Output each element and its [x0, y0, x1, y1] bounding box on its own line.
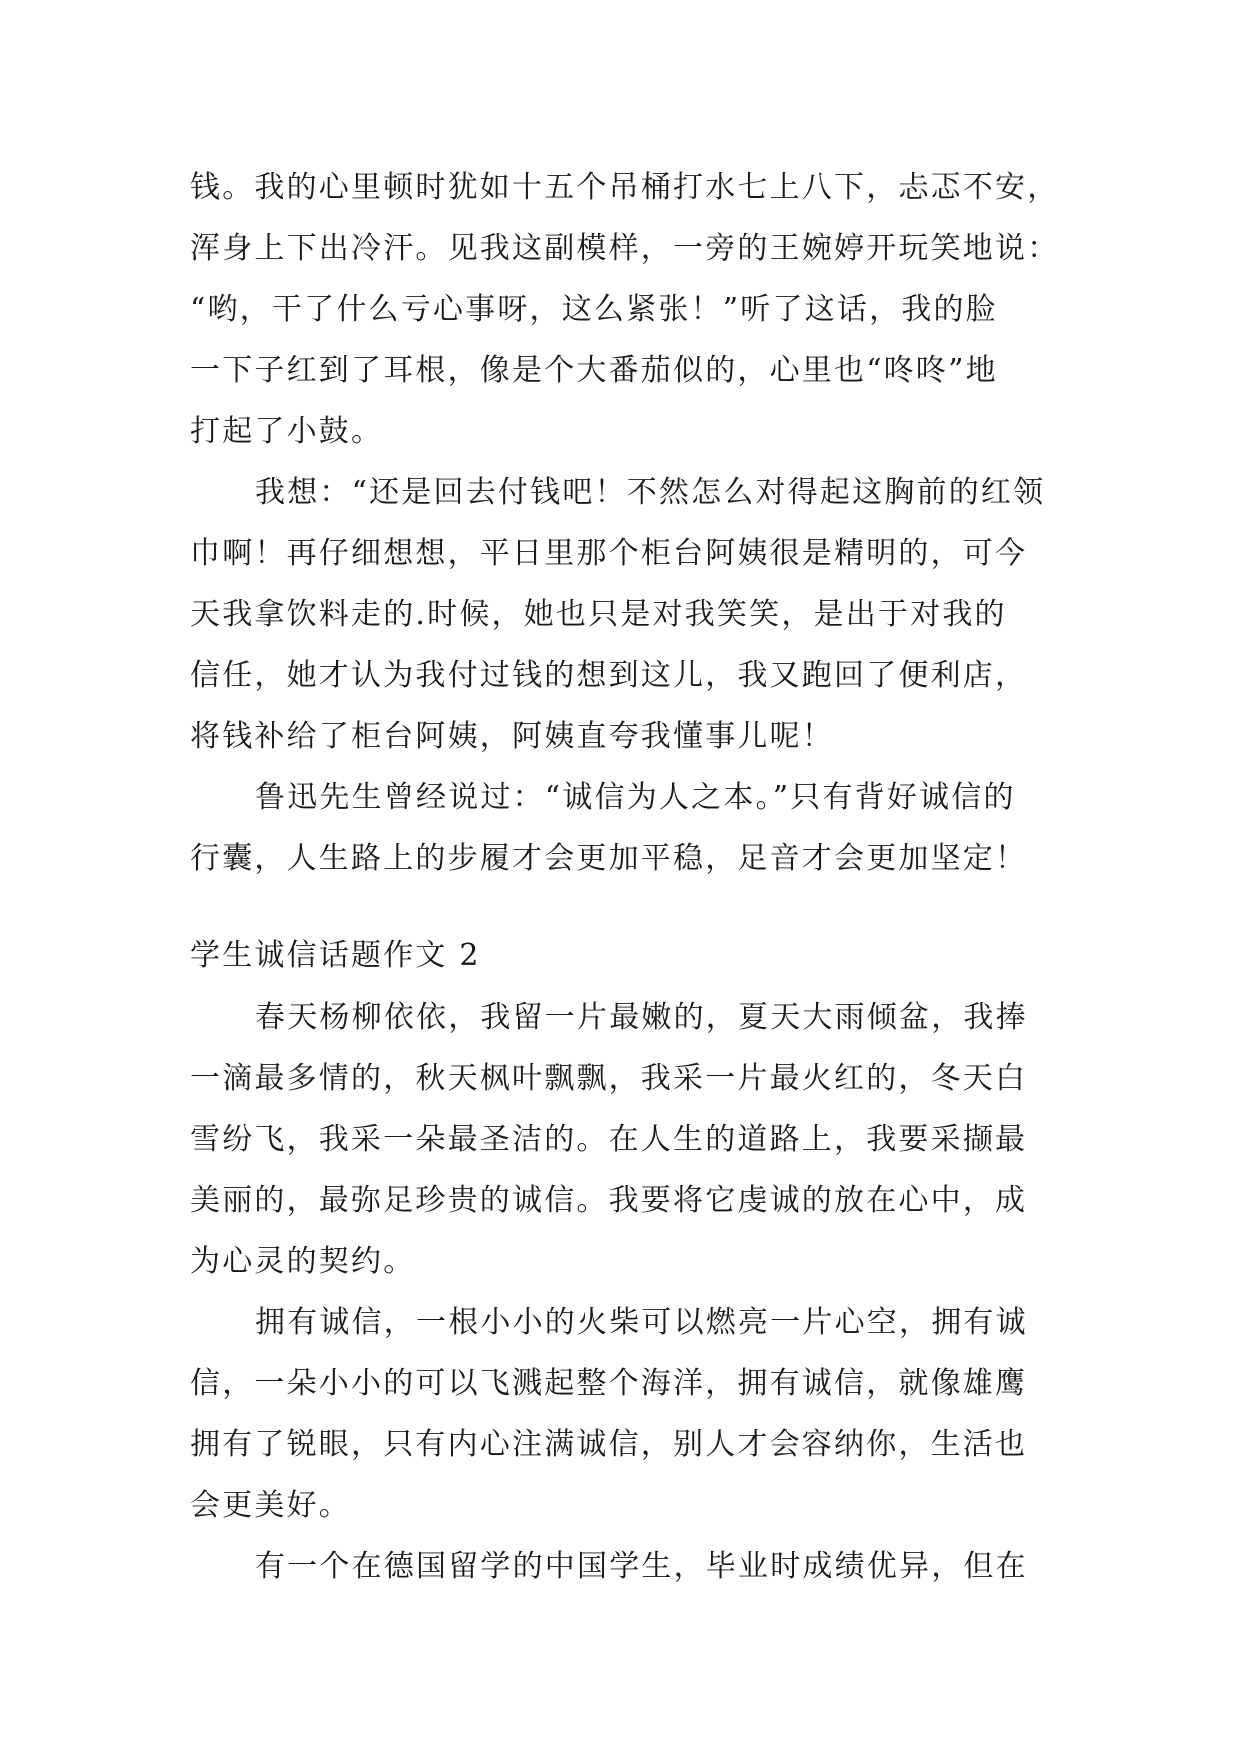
text-line: 拥有了锐眼，只有内心注满诚信，别人才会容纳你，生活也 [190, 1427, 1028, 1462]
text-line: 信任，她才认为我付过钱的想到这儿，我又跑回了便利店， [190, 658, 1028, 693]
text-line: 春天杨柳依依，我留一片最嫩的，夏天大雨倾盆，我捧 [255, 1000, 1028, 1035]
text-line: 钱。我的心里顿时犹如十五个吊桶打水七上八下，忐忑不安， [190, 170, 1060, 205]
text-line: 行囊，人生路上的步履才会更加平稳，足音才会更加坚定！ [190, 841, 1028, 876]
text-line: 将钱补给了柜台阿姨，阿姨直夸我懂事儿呢！ [190, 719, 834, 754]
text-line: 美丽的，最弥足珍贵的诚信。我要将它虔诚的放在心中，成 [190, 1183, 1028, 1218]
text-line: 打起了小鼓。 [190, 414, 384, 449]
text-line: 有一个在德国留学的中国学生，毕业时成绩优异，但在 [255, 1549, 1028, 1584]
text-line: 鲁迅先生曾经说过：“诚信为人之本。”只有背好诚信的 [255, 780, 1016, 815]
text-line: 一滴最多情的，秋天枫叶飘飘，我采一片最火红的，冬天白 [190, 1061, 1028, 1096]
text-line: 拥有诚信，一根小小的火柴可以燃亮一片心空，拥有诚 [255, 1305, 1028, 1340]
text-line: 巾啊！再仔细想想，平日里那个柜台阿姨很是精明的，可今 [190, 536, 1028, 571]
text-line: 一下子红到了耳根，像是个大番茄似的，心里也“咚咚”地 [190, 353, 998, 388]
text-line: 为心灵的契约。 [190, 1244, 416, 1279]
text-line: 我想：“还是回去付钱吧！不然怎么对得起这胸前的红领 [255, 475, 1046, 510]
text-line: 雪纷飞，我采一朵最圣洁的。在人生的道路上，我要采撷最 [190, 1122, 1028, 1157]
text-line: 天我拿饮料走的.时候，她也只是对我笑笑，是出于对我的 [190, 597, 1007, 632]
text-line: 会更美好。 [190, 1488, 351, 1523]
text-line: “哟，干了什么亏心事呀，这么紧张！”听了这话，我的脸 [190, 292, 998, 327]
text-line: 信，一朵小小的可以飞溅起整个海洋，拥有诚信，就像雄鹰 [190, 1366, 1028, 1401]
text-line: 浑身上下出冷汗。见我这副模样，一旁的王婉婷开玩笑地说： [190, 231, 1060, 266]
section-heading: 学生诚信话题作文 2 [190, 938, 481, 973]
